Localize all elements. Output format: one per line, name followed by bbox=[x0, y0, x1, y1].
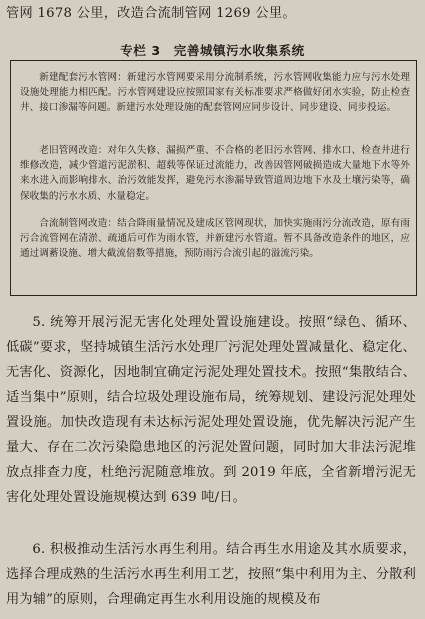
box-paragraph-old-network: 老旧管网改造：对年久失修、漏损严重、不合格的老旧污水管网、排水口、检查井进行维修改造，减少管道污泥淤积、超载等保证过流能力，改善因管网破损造成大量地下水等外来水进入而影响排水、治污效能发挥，避免污水渗漏导致管道周边地下水及土壤污染等，确保收集的污水水质、水量稳定。 bbox=[20, 145, 410, 202]
box-title: 专栏 3 完善城镇污水收集系统 bbox=[120, 43, 305, 58]
box-paragraph-new-network: 新建配套污水管网：新建污水管网要采用分流制系统，污水管网收集能力应与污水处理设施处理能力相匹配。污水管网建设应按照国家有关标准要求严格做好闭水实验，防止检查井、接口渗漏等问题。新建污水处理设施的配套管网应同步设计、同步建设、同步投运。 bbox=[20, 72, 410, 114]
carryover-line: 管网 1678 公里，改造合流制管网 1269 公里。 bbox=[6, 6, 296, 21]
box-paragraph-combined-network: 合流制管网改造：结合降雨量情况及建成区管网现状，加快实施雨污分流改造，原有雨污合流管网在清淤、疏通后可作为雨水管，并新建污水管道。暂不具备改造条件的地区，应通过调蓄设施、增大截流倍数等措施，预防雨污合流引起的溢流污染。 bbox=[20, 218, 410, 260]
body-paragraph-sludge: 5. 统筹开展污泥无害化处理处置设施建设。按照“绿色、循环、低碳”要求，坚持城镇生活污水处理厂污泥处理处置减量化、稳定化、无害化、资源化，因地制宜确定污泥处理处置技术。按照“集散结合、适当集中”原则，结合垃圾处理设施布局，统筹规划、建设污泥处理处置设施。加快改造现有未达标污泥处理处置设施，优先解决污泥产生量大、存在二次污染隐患地区的污泥处置问题，同时加大非法污泥堆放点排查力度，杜绝污泥随意堆放。到 2019 年底，全省新增污泥无害化处理处置设施规模达到 639 吨/日。 bbox=[6, 315, 416, 505]
body-paragraph-reuse: 6. 积极推动生活污水再生利用。结合再生水用途及其水质要求，选择合理成熟的生活污水再生利用工艺，按照“集中利用为主、分散利用为辅”的原则，合理确定再生水利用设施的规模及布 bbox=[6, 542, 416, 607]
